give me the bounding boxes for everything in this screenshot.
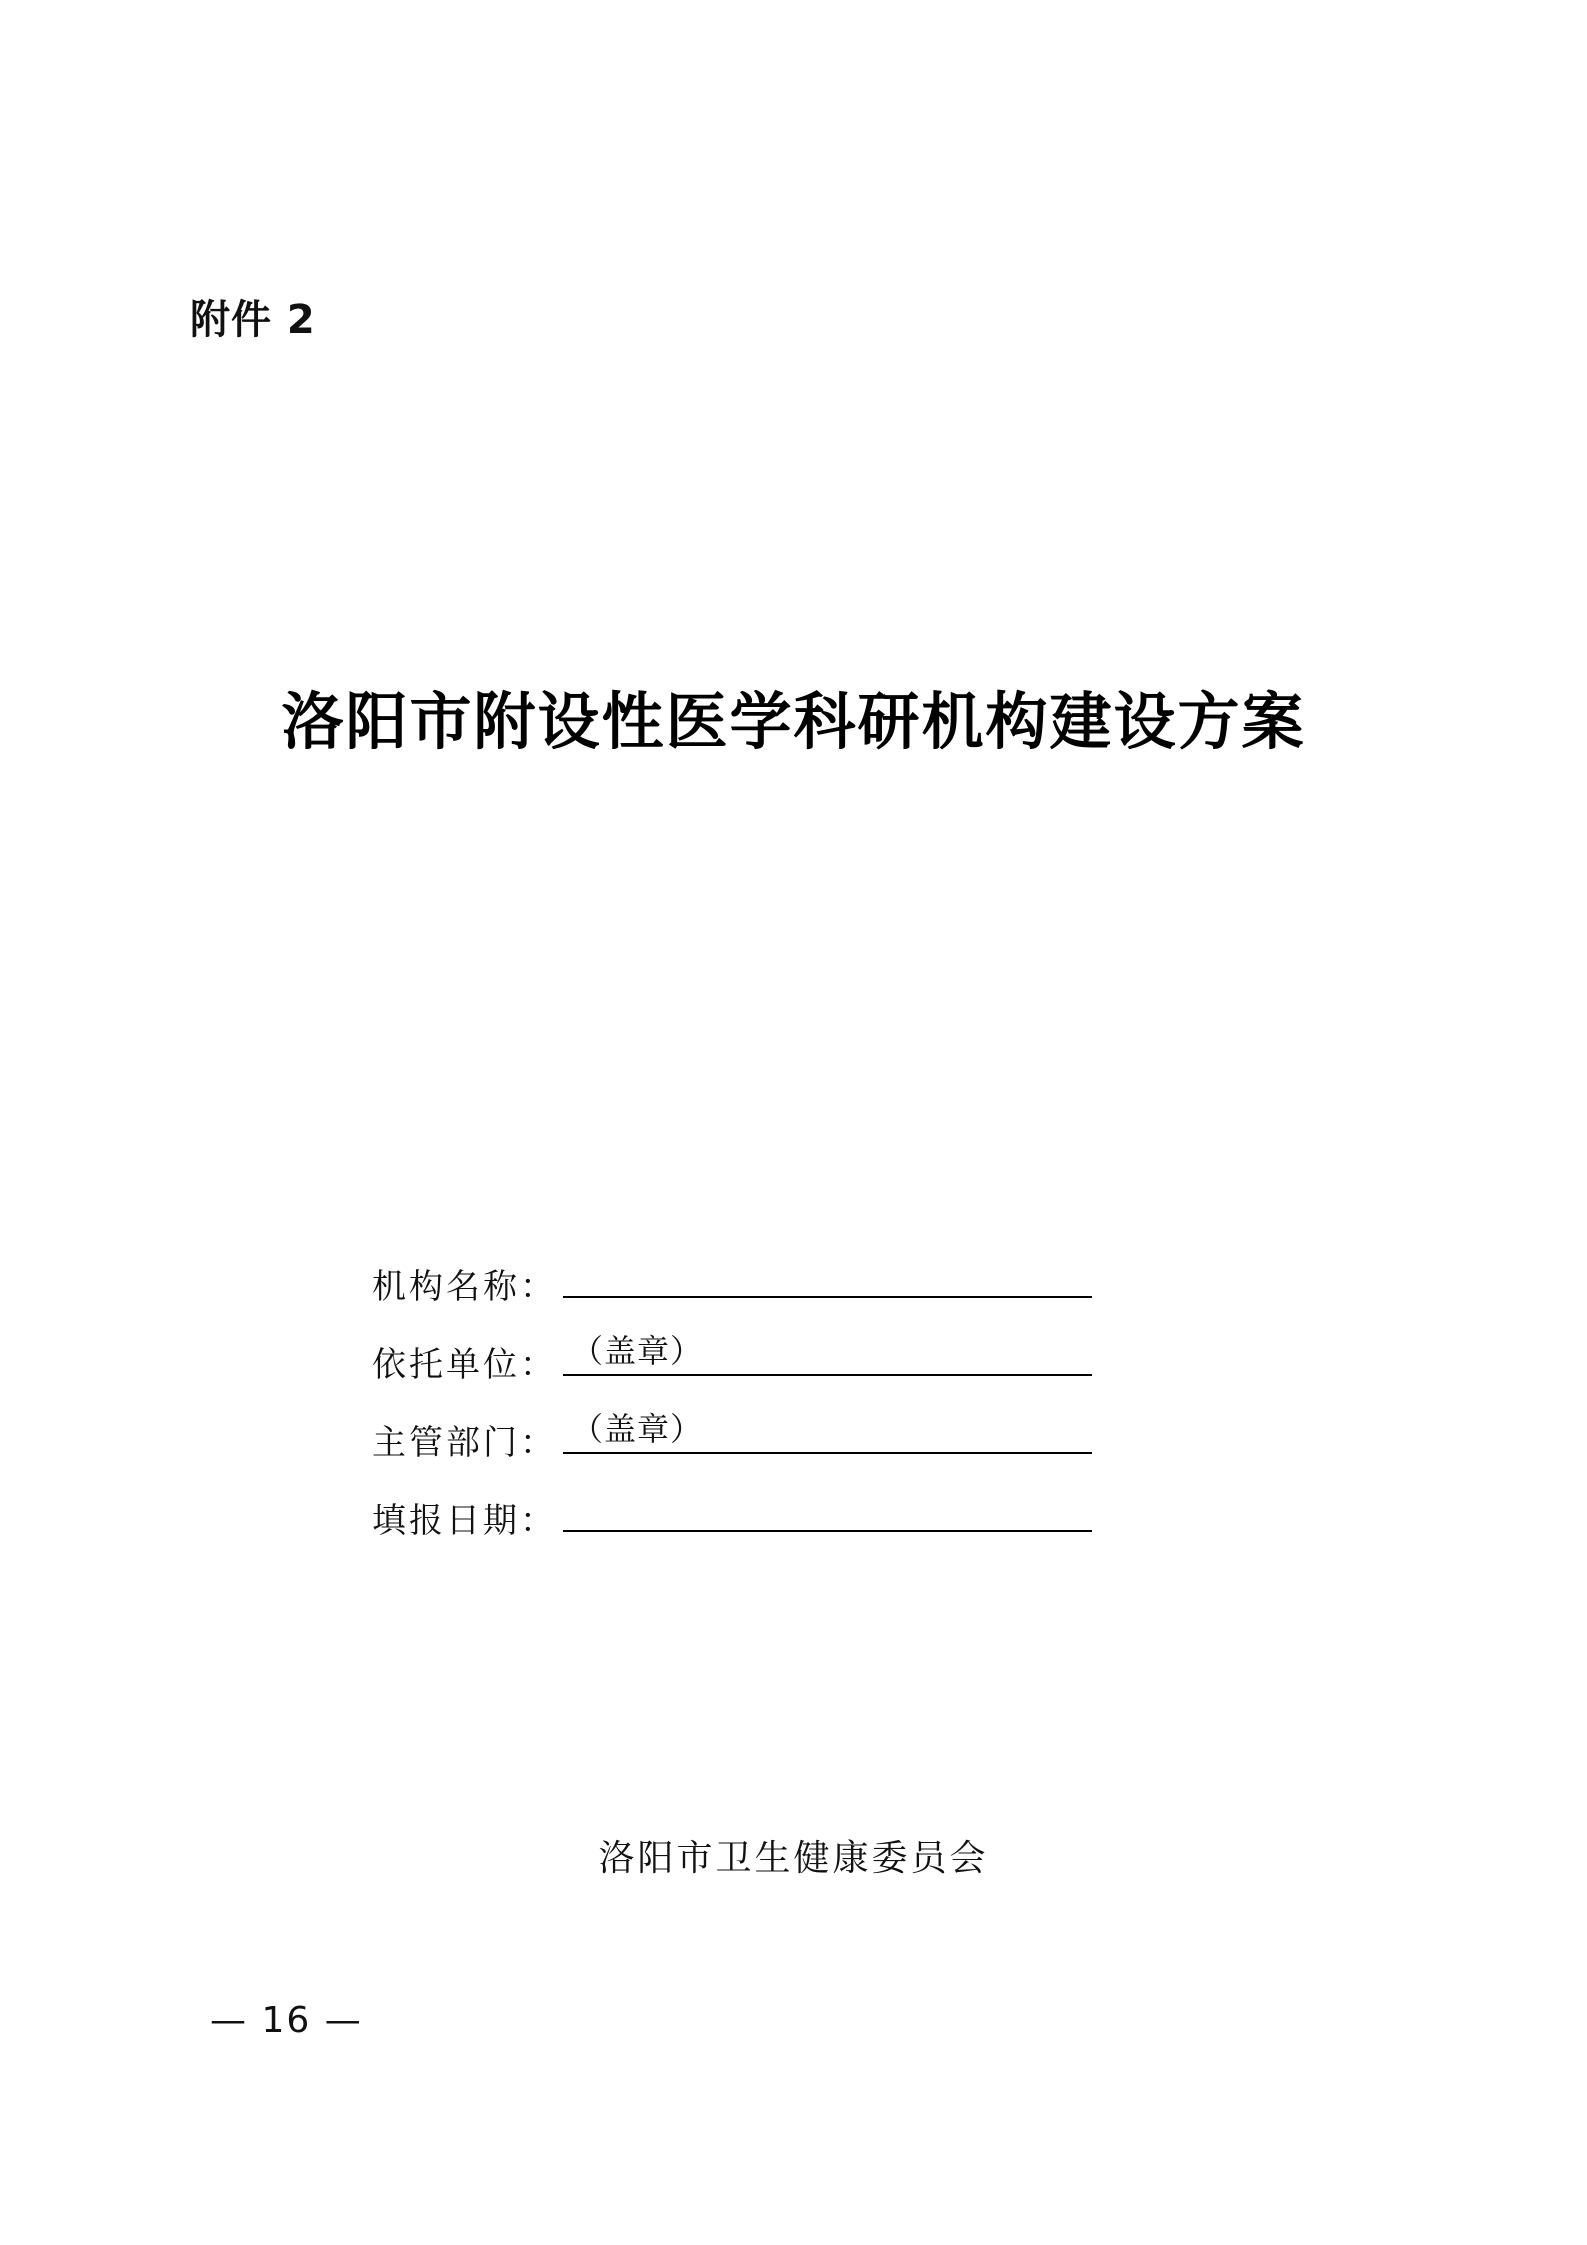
page-title: 洛阳市附设性医学科研机构建设方案	[281, 685, 1306, 758]
field-line-institution-name[interactable]	[563, 1250, 1092, 1298]
page-number: — 16 —	[210, 2000, 363, 2041]
field-label-institution-name: 机构名称：	[372, 1267, 557, 1307]
field-line-filing-date[interactable]	[563, 1484, 1092, 1532]
field-value-host-unit: （盖章）	[571, 1332, 704, 1370]
field-line-supervising-department[interactable]	[563, 1406, 1092, 1454]
form-fields	[372, 1250, 1092, 1562]
field-row	[372, 1406, 1092, 1484]
field-line-host-unit[interactable]	[563, 1328, 1092, 1376]
field-row	[372, 1484, 1092, 1562]
field-value-supervising-department: （盖章）	[571, 1410, 704, 1448]
field-row	[372, 1250, 1092, 1328]
field-label-supervising-department: 主管部门：	[372, 1423, 557, 1463]
attachment-label: 附件 2	[190, 297, 316, 343]
field-label-filing-date: 填报日期：	[372, 1501, 557, 1541]
field-label-host-unit: 依托单位：	[372, 1345, 557, 1385]
field-row	[372, 1328, 1092, 1406]
issuing-authority: 洛阳市卫生健康委员会	[598, 1838, 989, 1879]
